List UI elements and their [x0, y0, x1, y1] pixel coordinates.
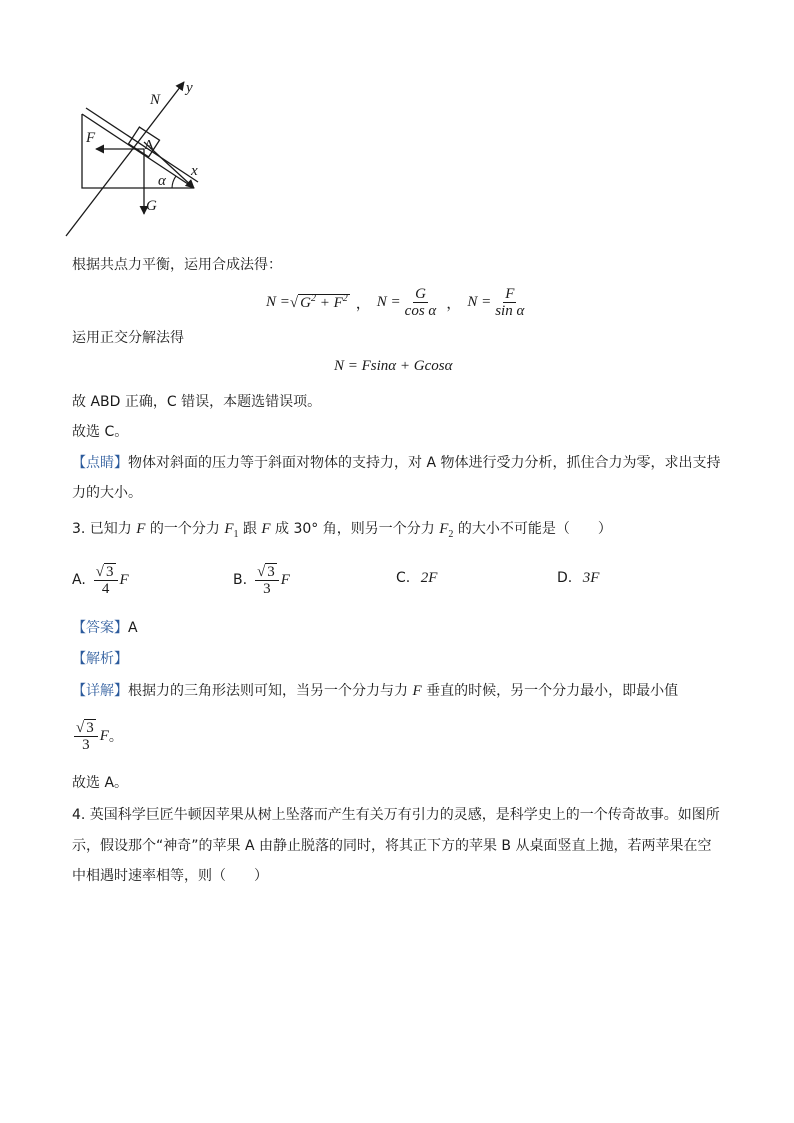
- q3-text-b: 的一个分力: [145, 521, 225, 537]
- frac-den: cos α: [404, 302, 437, 319]
- detail-text-a: 根据力的三角形法则可知，当另一个分力与力: [128, 683, 413, 699]
- detail-line: [72, 681, 678, 701]
- sep-2: ，: [446, 295, 462, 312]
- question-4-line-1: 4. 英国科学巨匠牛顿因苹果从树上坠落而产生有关万有引力的灵感，是科学史上的一个传奇故事。如图所: [72, 807, 720, 823]
- label-F: F: [86, 130, 96, 146]
- detail-tag: 【详解】: [72, 683, 128, 699]
- q3-F1: F: [224, 521, 234, 537]
- label-N: N: [150, 92, 161, 108]
- q3-text-a: 3. 已知力: [72, 521, 137, 537]
- option-C-value: 2F: [420, 570, 438, 586]
- q3-F2: F: [439, 521, 449, 537]
- sup-2: 2: [342, 292, 348, 304]
- option-C: [396, 570, 437, 587]
- option-D-label: D.: [557, 570, 573, 586]
- option-C-label: C.: [396, 570, 411, 586]
- option-A-label: A.: [72, 572, 86, 588]
- label-x: x: [191, 163, 198, 179]
- option-B-fraction: $\frac{√ 3}{3}$: [255, 564, 279, 597]
- formula-synthesis: [266, 284, 528, 320]
- choose-a-line: 故选 A。: [72, 775, 129, 791]
- q3-text-e: 的大小不可能是（ ）: [453, 521, 612, 537]
- sqrt-expression: √ $G^2 + F^2$: [289, 292, 348, 311]
- analysis-tag: 【解析】: [72, 651, 128, 667]
- orthogonal-method-line: 运用正交分解法得: [72, 330, 184, 346]
- option-A-F: F: [119, 571, 129, 588]
- angle-arc: [172, 176, 176, 188]
- incline-surface: [82, 114, 194, 188]
- question-4-line-3: 中相遇时速率相等，则（ ）: [72, 868, 268, 884]
- option-B-rad: 3: [267, 563, 275, 580]
- conclusion-line: 故 ABD 正确，C 错误，本题选错误项。: [72, 394, 322, 410]
- fraction-F-sin: [493, 286, 526, 319]
- q3-F: F: [136, 521, 146, 537]
- option-A: [72, 560, 129, 600]
- comment-line-2: 力的大小。: [72, 485, 142, 501]
- option-D-value: 3F: [582, 570, 600, 586]
- choose-c-line: 故选 C。: [72, 424, 129, 440]
- formula-orthogonal: N = Fsinα + Gcosα: [334, 358, 453, 374]
- option-A-rad: 3: [106, 563, 114, 580]
- min-den: 3: [82, 736, 90, 753]
- sep-1: ，: [355, 295, 371, 312]
- label-y: y: [186, 80, 193, 96]
- option-B-den: 3: [263, 580, 271, 597]
- option-B: [233, 560, 290, 600]
- option-B-label: B.: [233, 572, 248, 588]
- detail-text-b: 垂直的时候，另一个分力最小，即最小值: [421, 683, 679, 699]
- option-D: [557, 570, 599, 587]
- comment-tag: 【点睛】: [72, 455, 128, 471]
- label-A: A: [144, 138, 155, 153]
- frac-num: G: [415, 285, 426, 302]
- frac-den: sin α: [495, 302, 525, 319]
- comment-line-1: [72, 453, 720, 473]
- min-rad: 3: [86, 719, 94, 736]
- q3-text-c: 跟: [238, 521, 262, 537]
- option-B-F: F: [280, 571, 290, 588]
- label-alpha: α: [158, 173, 166, 189]
- synthesis-method-line: 根据共点力平衡，运用合成法得：: [72, 257, 282, 273]
- fraction-G-cos: [403, 286, 439, 319]
- frac-num: F: [505, 285, 515, 302]
- y-axis: [66, 82, 184, 236]
- formula-1-lhs: N =: [266, 293, 290, 310]
- rad-plus-F: + F: [315, 294, 343, 311]
- option-A-fraction: $\frac{√ 3}{4}$: [94, 564, 118, 597]
- q3-text-d: 成 30° 角，则另一个分力: [270, 521, 440, 537]
- question-3: [72, 519, 612, 545]
- option-A-den: 4: [101, 580, 110, 597]
- label-G: G: [146, 198, 157, 214]
- answer-value: A: [128, 620, 138, 636]
- q3-F2-sub: 2: [448, 528, 454, 540]
- answer-tag: 【答案】: [72, 620, 128, 636]
- rad-G: G: [300, 294, 311, 311]
- detail-F: F: [412, 683, 422, 699]
- minimum-value: [72, 716, 123, 756]
- comment-text-a: 物体对斜面的压力等于斜面对物体的支持力，对 A 物体进行受力分析，抓住合力为零，求出支持: [128, 455, 721, 471]
- formula-3-lhs: N =: [467, 293, 492, 310]
- q3-F1-sub: 1: [233, 528, 239, 540]
- q3-F-2: F: [261, 521, 271, 537]
- sup-1: 2: [310, 292, 316, 304]
- incline-edge: [86, 108, 198, 182]
- formula-2-lhs: N =: [376, 293, 401, 310]
- min-F: F: [99, 727, 109, 744]
- answer-line: [72, 618, 138, 638]
- question-4-line-2: 示，假设那个“神奇”的苹果 A 由静止脱落的同时，将其正下方的苹果 B 从桌面竖直上抛，若两苹果在空: [72, 838, 712, 854]
- min-fraction: $\frac{√ 3}{3}$: [74, 720, 98, 753]
- force-diagram: [60, 74, 230, 244]
- min-end: 。: [108, 729, 123, 745]
